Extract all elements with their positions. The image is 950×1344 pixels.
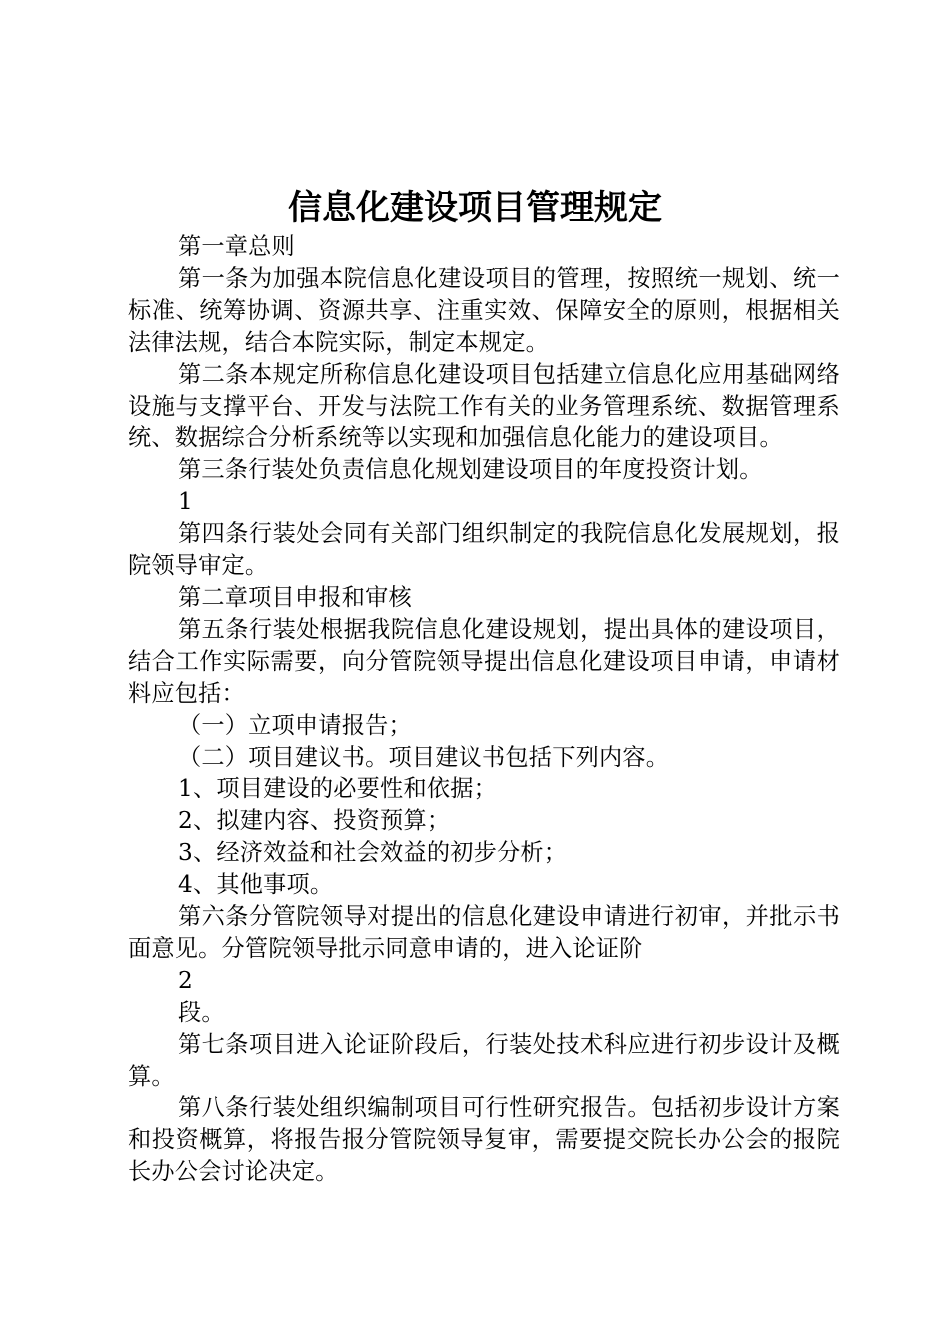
article-paragraph: 第七条项目进入论证阶段后，行装处技术科应进行初步设计及概算。 bbox=[128, 1030, 840, 1090]
document-title: 信息化建设项目管理规定 bbox=[288, 188, 662, 228]
article-paragraph: 第一条为加强本院信息化建设项目的管理，按照统一规划、统一标准、统筹协调、资源共享、注重实效、保障安全的原则，根据相关法律法规，结合本院实际，制定本规定。 bbox=[128, 264, 840, 356]
list-item: 4、其他事项。 bbox=[178, 871, 334, 899]
article-paragraph: 第三条行装处负责信息化规划建设项目的年度投资计划。 bbox=[178, 456, 763, 484]
article-paragraph: 第六条分管院领导对提出的信息化建设申请进行初审，并批示书面意见。分管院领导批示同意申请的，进入论证阶 bbox=[128, 903, 840, 962]
document-body bbox=[128, 231, 840, 1188]
list-item: 2、拟建内容、投资预算； bbox=[178, 807, 451, 835]
chapter-heading: 第一章总则 bbox=[178, 233, 295, 260]
article-paragraph: 第四条行装处会同有关部门组织制定的我院信息化发展规划，报院领导审定。 bbox=[128, 520, 840, 580]
list-item: 1、项目建设的必要性和依据； bbox=[178, 775, 497, 803]
article-paragraph: 段。 bbox=[178, 998, 225, 1026]
article-paragraph: 第八条行装处组织编制项目可行性研究报告。包括初步设计方案和投资概算，将报告报分管院领导复审，需要提交院长办公会的报院长办公会讨论决定。 bbox=[128, 1094, 840, 1186]
list-item: （一）立项申请报告； bbox=[178, 711, 412, 739]
chapter-heading: 第二章项目申报和审核 bbox=[178, 583, 412, 611]
list-item: （二）项目建议书。项目建议书包括下列内容。 bbox=[178, 743, 670, 771]
page-number: 1 bbox=[178, 488, 193, 516]
article-paragraph: 第二条本规定所称信息化建设项目包括建立信息化应用基础网络设施与支撑平台、开发与法院工作有关的业务管理系统、数据管理系统、数据综合分析系统等以实现和加强信息化能力的建设项目。 bbox=[128, 360, 840, 452]
list-item: 3、经济效益和社会效益的初步分析； bbox=[178, 839, 568, 867]
article-paragraph: 第五条行装处根据我院信息化建设规划，提出具体的建设项目，结合工作实际需要，向分管院领导提出信息化建设项目申请，申请材料应包括： bbox=[128, 615, 840, 707]
page-number: 2 bbox=[178, 966, 193, 994]
